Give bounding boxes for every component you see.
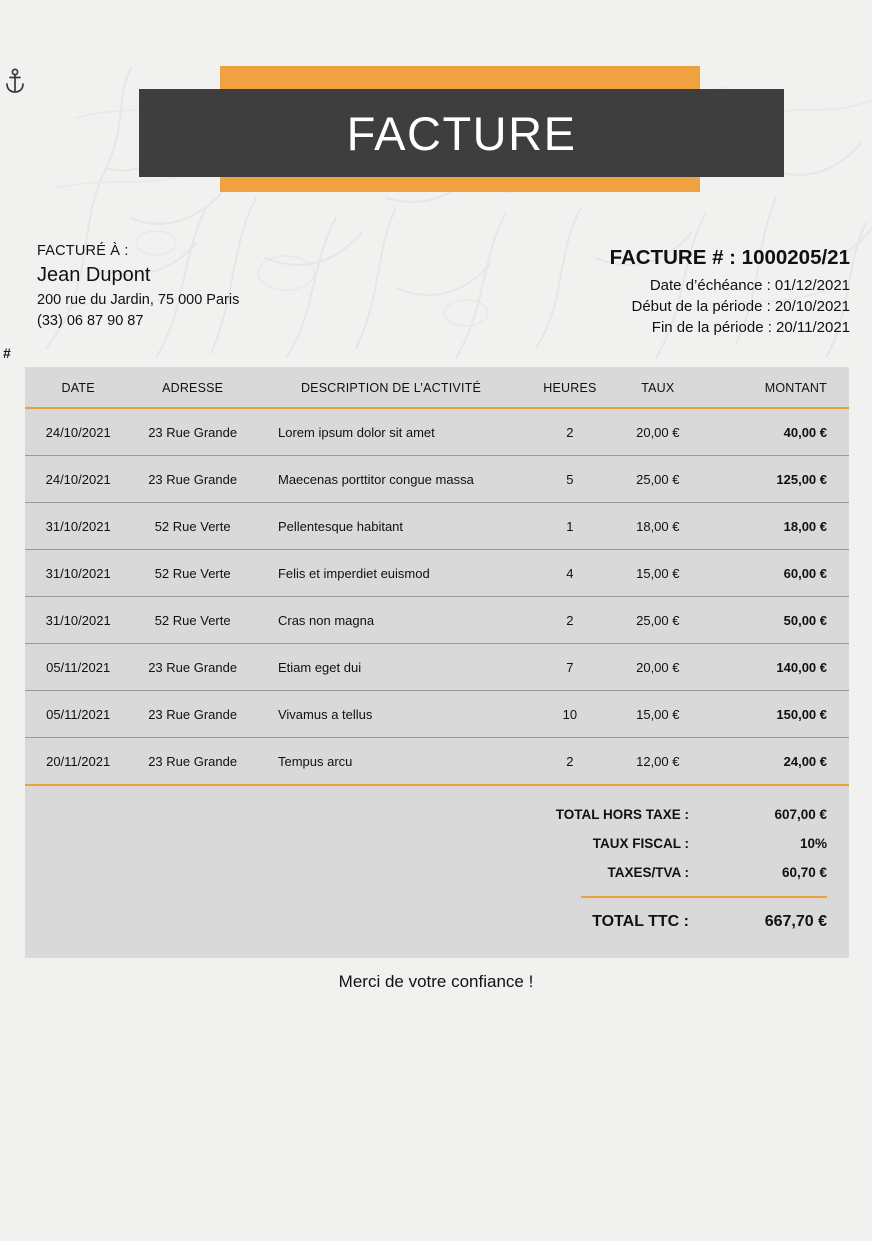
cell-rate: 18,00 € (612, 503, 704, 550)
column-header-amount: MONTANT (764, 381, 827, 395)
cell-amount: 150,00 € (704, 691, 849, 738)
column-header-description: DESCRIPTION DE L’ACTIVITÉ (300, 381, 481, 395)
table-row (25, 738, 849, 786)
subtotal-value: 607,00 € (774, 807, 827, 822)
cell-amount: 40,00 € (704, 408, 849, 456)
cell-rate: 20,00 € (612, 644, 704, 691)
cell-hours: 10 (528, 691, 612, 738)
tax-label: TAXES/TVA : (607, 865, 689, 880)
cell-hours: 1 (528, 503, 612, 550)
bill-to-phone: (33) 06 87 90 87 (37, 313, 144, 330)
cell-rate: 20,00 € (612, 408, 704, 456)
cell-date: 20/11/2021 (25, 738, 131, 786)
cell-address: 52 Rue Verte (131, 503, 254, 550)
cell-date: 31/10/2021 (25, 597, 131, 644)
cell-address: 23 Rue Grande (131, 738, 254, 786)
cell-amount: 125,00 € (704, 456, 849, 503)
cell-hours: 2 (528, 597, 612, 644)
grand-total-value: 667,70 € (764, 913, 827, 930)
invoice-meta-block (610, 246, 850, 338)
bill-to-name: Jean Dupont (37, 264, 151, 286)
cell-address: 52 Rue Verte (131, 597, 254, 644)
totals-row-tax-rate (25, 829, 849, 858)
column-header-hours: HEURES (543, 381, 597, 395)
cell-date: 31/10/2021 (25, 550, 131, 597)
totals-row-grand (25, 902, 849, 938)
tax-rate-value: 10% (799, 836, 827, 851)
grand-total-label: TOTAL TTC : (592, 913, 689, 930)
cell-amount: 60,00 € (704, 550, 849, 597)
banner-dark-block (139, 89, 784, 177)
column-header-address: ADRESSE (162, 381, 224, 395)
totals-section (25, 786, 849, 958)
invoice-table-head (25, 367, 849, 408)
cell-rate: 25,00 € (612, 456, 704, 503)
cell-description: Etiam eget dui (254, 644, 528, 691)
totals-row-tax (25, 858, 849, 887)
cell-address: 23 Rue Grande (131, 456, 254, 503)
cell-description: Pellentesque habitant (254, 503, 528, 550)
cell-description: Tempus arcu (254, 738, 528, 786)
cell-date: 05/11/2021 (25, 644, 131, 691)
bill-to-label: FACTURÉ À : (37, 243, 129, 259)
table-row (25, 597, 849, 644)
invoice-period-end: Fin de la période : 20/11/2021 (651, 319, 850, 337)
page-title: FACTURE (346, 106, 577, 160)
cell-amount: 24,00 € (704, 738, 849, 786)
cell-date: 05/11/2021 (25, 691, 131, 738)
cell-amount: 50,00 € (704, 597, 849, 644)
bill-to-address: 200 rue du Jardin, 75 000 Paris (37, 292, 240, 308)
table-row (25, 691, 849, 738)
column-header-date: DATE (61, 381, 95, 395)
totals-divider (581, 896, 827, 898)
cell-address: 23 Rue Grande (131, 691, 254, 738)
title-banner (0, 66, 872, 200)
table-row (25, 503, 849, 550)
cell-amount: 140,00 € (704, 644, 849, 691)
subtotal-label: TOTAL HORS TAXE : (555, 807, 689, 822)
invoice-number: FACTURE # : 1000205/21 (609, 246, 850, 269)
cell-description: Maecenas porttitor congue massa (254, 456, 528, 503)
cell-hours: 2 (528, 408, 612, 456)
table-row (25, 456, 849, 503)
invoice-table (25, 367, 849, 786)
cell-address: 52 Rue Verte (131, 550, 254, 597)
invoice-table-section (25, 367, 849, 958)
cell-description: Cras non magna (254, 597, 528, 644)
cell-date: 31/10/2021 (25, 503, 131, 550)
totals-row-subtotal (25, 800, 849, 829)
tax-value: 60,70 € (781, 865, 827, 880)
cell-date: 24/10/2021 (25, 408, 131, 456)
hash-mark: # (3, 345, 11, 361)
column-header-rate: TAUX (641, 381, 675, 395)
footer-thanks: Merci de votre confiance ! (338, 972, 534, 991)
cell-description: Vivamus a tellus (254, 691, 528, 738)
invoice-table-body (25, 408, 849, 785)
cell-address: 23 Rue Grande (131, 644, 254, 691)
invoice-due-date: Date d’échéance : 01/12/2021 (649, 276, 850, 294)
cell-rate: 15,00 € (612, 691, 704, 738)
cell-hours: 4 (528, 550, 612, 597)
cell-description: Lorem ipsum dolor sit amet (254, 408, 528, 456)
table-row (25, 644, 849, 691)
cell-date: 24/10/2021 (25, 456, 131, 503)
table-header-row (25, 367, 849, 408)
table-row (25, 408, 849, 456)
cell-hours: 2 (528, 738, 612, 786)
cell-hours: 5 (528, 456, 612, 503)
cell-description: Felis et imperdiet euismod (254, 550, 528, 597)
cell-rate: 25,00 € (612, 597, 704, 644)
cell-hours: 7 (528, 644, 612, 691)
invoice-period-start: Début de la période : 20/10/2021 (631, 297, 850, 315)
cell-rate: 15,00 € (612, 550, 704, 597)
bill-to-block (37, 243, 239, 332)
table-row (25, 550, 849, 597)
cell-rate: 12,00 € (612, 738, 704, 786)
tax-rate-label: TAUX FISCAL : (592, 836, 689, 851)
cell-amount: 18,00 € (704, 503, 849, 550)
cell-address: 23 Rue Grande (131, 408, 254, 456)
anchor-icon (4, 68, 26, 94)
